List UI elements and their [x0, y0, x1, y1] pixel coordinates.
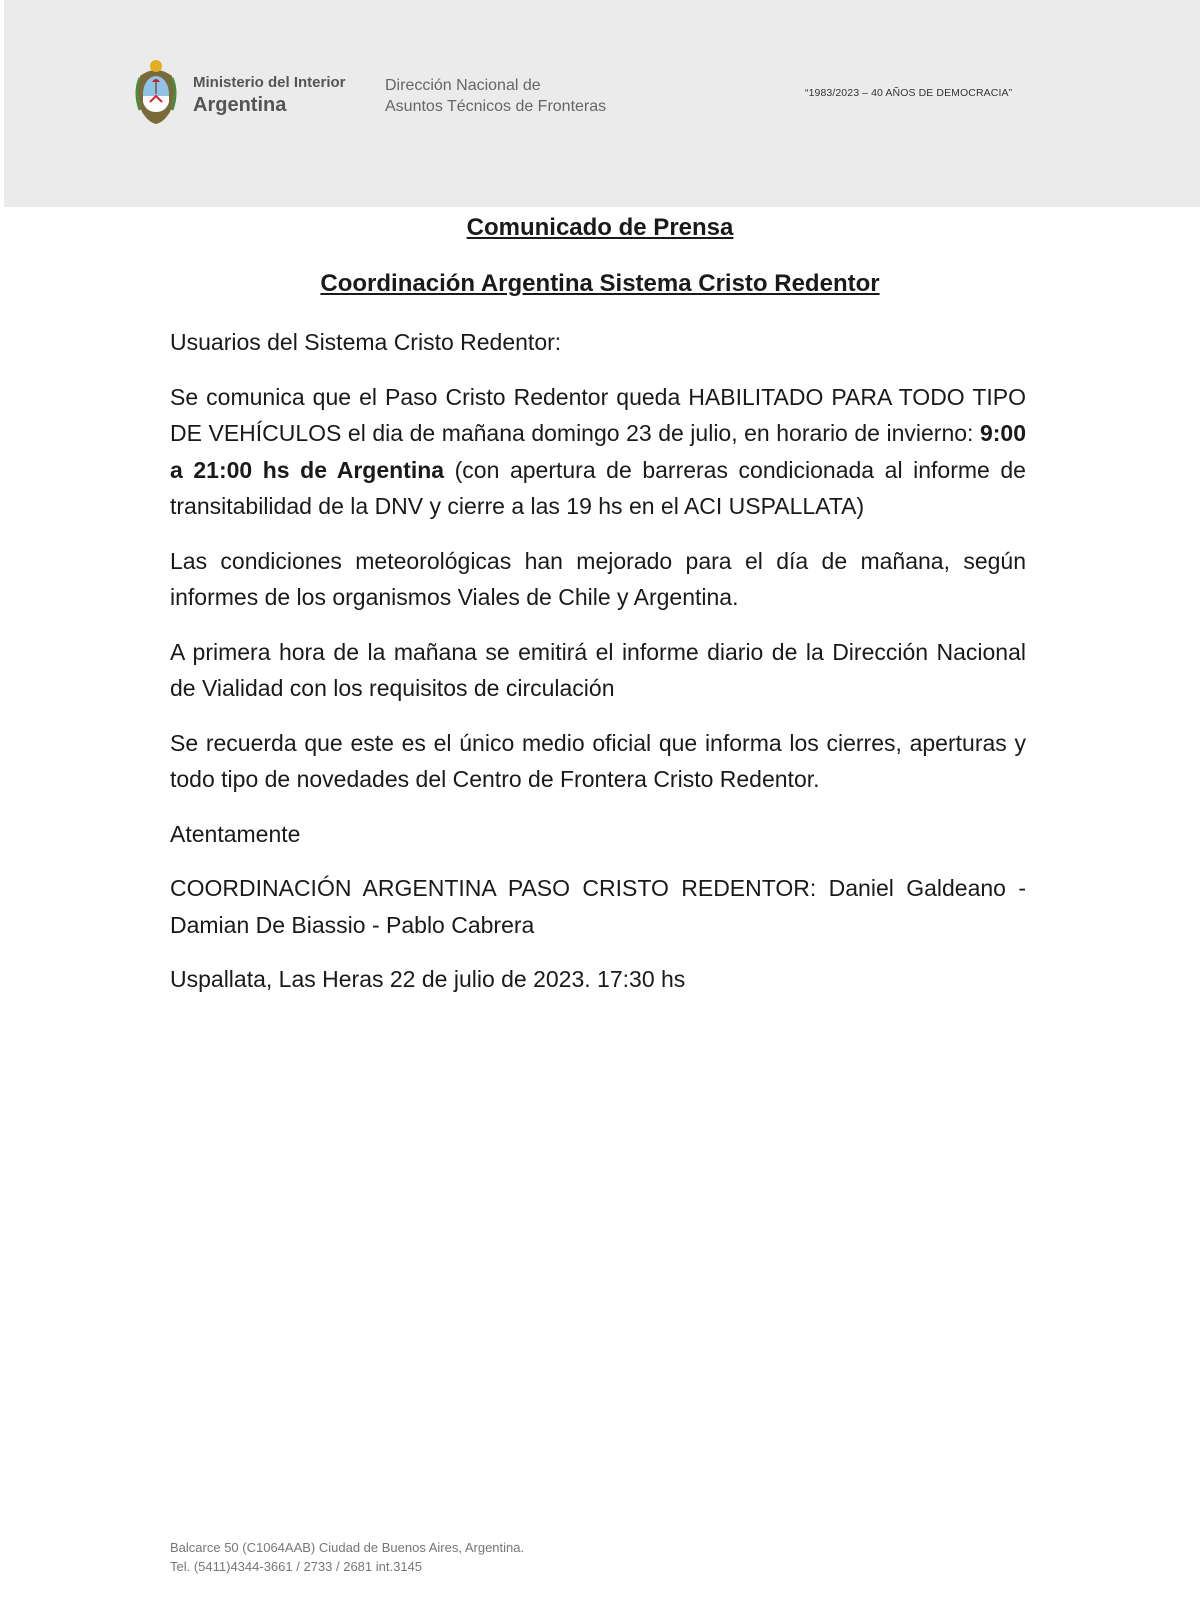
- signature: COORDINACIÓN ARGENTINA PASO CRISTO REDENTOR: Daniel Galdeano - Damian De Biassio - Pablo Cabrera: [170, 875, 1026, 938]
- paragraph-official-channel: Se recuerda que este es el único medio oficial que informa los cierres, aperturas y todo tipo de novedades del Centro de Frontera Cristo Redentor.: [170, 729, 1026, 792]
- p1-after: (con apertura de barreras condicionada al informe de transitabilidad de la DNV y cierre a las 19 hs en el ACI USPALLATA): [170, 456, 1026, 519]
- document-title: Comunicado de Prensa: [466, 214, 734, 241]
- letterhead: [4, 0, 1200, 207]
- p1-before: Se comunica que el Paso Cristo Redentor queda HABILITADO PARA TODO TIPO DE VEHÍCULOS el dia de mañana domingo 23 de julio, en horario de invierno:: [170, 383, 1026, 446]
- democracy-motto: [792, 82, 1122, 138]
- ministry-line2: Argentina: [193, 94, 287, 116]
- argentina-coat-of-arms-icon: [132, 56, 180, 128]
- place-date: Uspallata, Las Heras 22 de julio de 2023. 17:30 hs: [170, 966, 686, 992]
- document-body: [170, 324, 1026, 1016]
- paragraph-report: A primera hora de la mañana se emitirá el informe diario de la Dirección Nacional de Vialidad con los requisitos de circulación: [170, 638, 1026, 701]
- motto-text: “1983/2023 – 40 AÑOS DE DEMOCRACIA”: [805, 87, 1013, 99]
- paragraph-opening-hours: [170, 379, 1026, 525]
- direction-line1: Dirección Nacional de: [385, 77, 541, 94]
- direction-name: [385, 76, 606, 118]
- paragraph-weather: Las condiciones meteorológicas han mejorado para el día de mañana, según informes de los organismos Viales de Chile y Argentina.: [170, 547, 1026, 610]
- closing: Atentamente: [170, 820, 301, 847]
- ministry-name: [193, 74, 346, 117]
- ministry-line1: Ministerio del Interior: [193, 74, 346, 91]
- greeting: Usuarios del Sistema Cristo Redentor:: [170, 329, 562, 355]
- p1-hours-bold: 9:00 a 21:00 hs de Argentina: [170, 420, 1026, 483]
- document-subtitle: Coordinación Argentina Sistema Cristo Redentor: [320, 270, 880, 297]
- footer-phone: Tel. (5411)4344-3661 / 2733 / 2681 int.3145: [170, 1559, 423, 1574]
- footer: [170, 1538, 524, 1576]
- footer-address: Balcarce 50 (C1064AAB) Ciudad de Buenos Aires, Argentina.: [170, 1540, 525, 1555]
- direction-line2: Asuntos Técnicos de Fronteras: [385, 97, 607, 115]
